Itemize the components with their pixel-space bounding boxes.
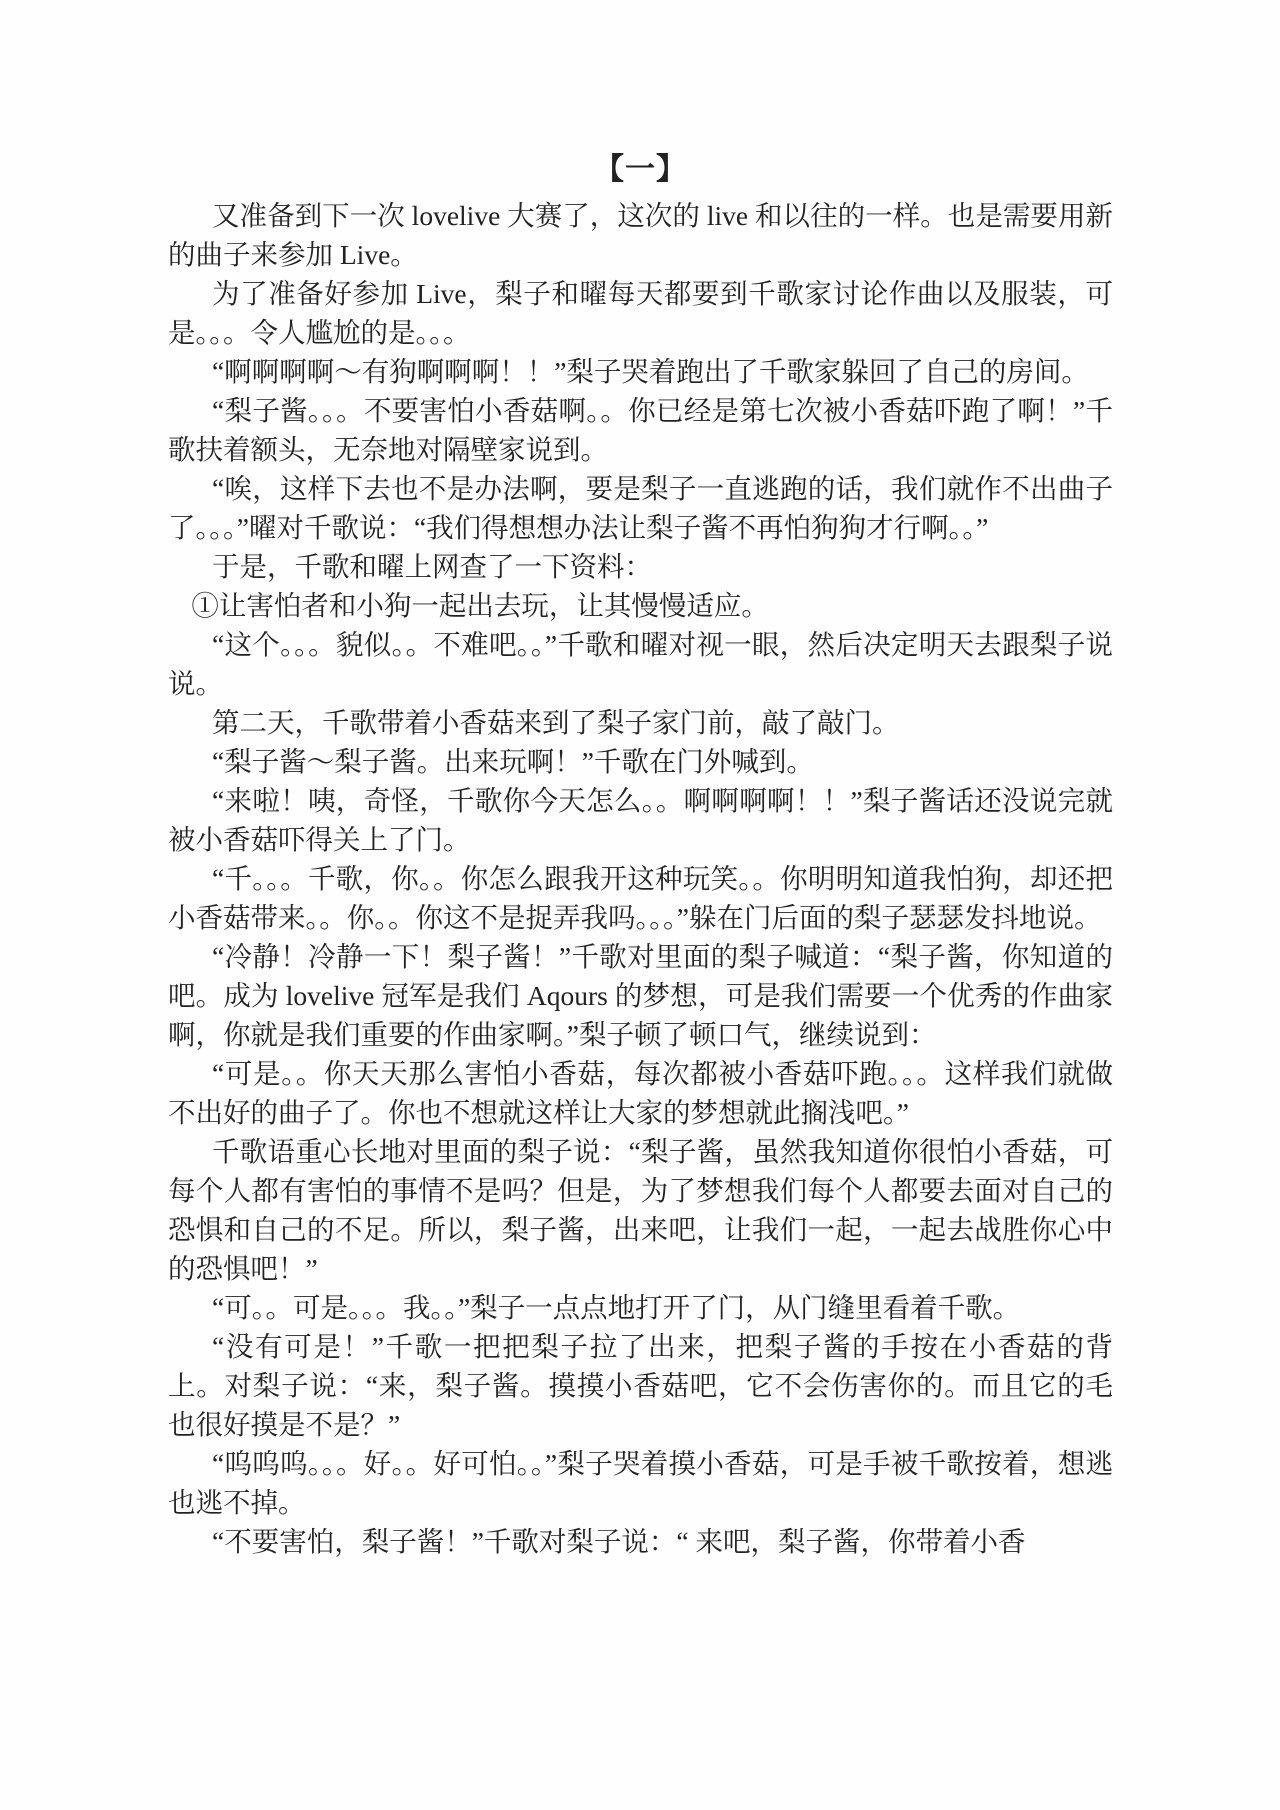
story-paragraph: “梨子酱。。。不要害怕小香菇啊。。你已经是第七次被小香菇吓跑了啊！”千歌扶着额头，无奈地对隔壁家说到。 <box>168 395 1113 465</box>
story-paragraph: “没有可是！”千歌一把把梨子拉了出来，把梨子酱的手按在小香菇的背上。对梨子说：“来，梨子酱。摸摸小香菇吧，它不会伤害你的。而且它的毛也很好摸是不是？” <box>168 1331 1113 1440</box>
story-paragraph: “可是。。你天天那么害怕小香菇，每次都被小香菇吓跑。。。这样我们就做不出好的曲子了。你也不想就这样让大家的梦想就此搁浅吧。” <box>168 1058 1113 1128</box>
story-paragraph: “啊啊啊啊～有狗啊啊啊！！”梨子哭着跑出了千歌家躲回了自己的房间。 <box>212 356 1089 387</box>
story-paragraph: 又准备到下一次 lovelive 大赛了，这次的 live 和以往的一样。也是需要用新的曲子来参加 Live。 <box>168 200 1113 270</box>
story-paragraph: “来啦！咦，奇怪，千歌你今天怎么。。啊啊啊啊！！”梨子酱话还没说完就被小香菇吓得关上了门。 <box>168 785 1113 855</box>
story-paragraph: “不要害怕，梨子酱！”千歌对梨子说：“ 来吧，梨子酱，你带着小香 <box>212 1526 1026 1557</box>
story-paragraph: “冷静！冷静一下！梨子酱！”千歌对里面的梨子喊道：“梨子酱，你知道的吧。成为 lovelive 冠军是我们 Aqours 的梦想，可是我们需要一个优秀的作曲家啊，你就是我们重要的作曲家啊。”梨子顿了顿口气，继续说到： <box>168 941 1113 1050</box>
story-paragraph: “千。。。千歌，你。。你怎么跟我开这种玩笑。。你明明知道我怕狗，却还把小香菇带来。。你。。你这不是捉弄我吗。。。”躲在门后面的梨子瑟瑟发抖地说。 <box>168 863 1113 933</box>
story-paragraph: 第二天，千歌带着小香菇来到了梨子家门前，敲了敲门。 <box>212 707 900 738</box>
story-paragraph: “可。。可是。。。我。。”梨子一点点地打开了门，从门缝里看着千歌。 <box>212 1292 1021 1323</box>
section-title: 【一】 <box>594 153 687 186</box>
story-paragraph: 千歌语重心长地对里面的梨子说：“梨子酱，虽然我知道你很怕小香菇，可每个人都有害怕的事情不是吗？但是，为了梦想我们每个人都要去面对自己的恐惧和自己的不足。所以，梨子酱，出来吧，让我们一起，一起去战胜你心中的恐惧吧！” <box>168 1136 1113 1284</box>
story-body <box>168 196 1113 1561</box>
story-paragraph: “这个。。。貌似。。不难吧。。”千歌和曜对视一眼，然后决定明天去跟梨子说说。 <box>168 629 1113 699</box>
story-paragraph: “梨子酱～梨子酱。出来玩啊！”千歌在门外喊到。 <box>212 746 814 777</box>
story-paragraph: 于是，千歌和曜上网查了一下资料： <box>212 551 652 582</box>
story-paragraph: “唉，这样下去也不是办法啊，要是梨子一直逃跑的话，我们就作不出曲子了。。。”曜对千歌说：“我们得想想办法让梨子酱不再怕狗狗才行啊。。” <box>168 473 1113 543</box>
story-paragraph: “呜呜呜。。。好。。好可怕。。”梨子哭着摸小香菇，可是手被千歌按着，想逃也逃不掉。 <box>168 1448 1113 1518</box>
story-paragraph-numbered-tip: ①让害怕者和小狗一起出去玩，让其慢慢适应。 <box>191 590 769 621</box>
story-paragraph: 为了准备好参加 Live，梨子和曜每天都要到千歌家讨论作曲以及服装，可是。。。令人尴尬的是。。。 <box>168 278 1113 348</box>
